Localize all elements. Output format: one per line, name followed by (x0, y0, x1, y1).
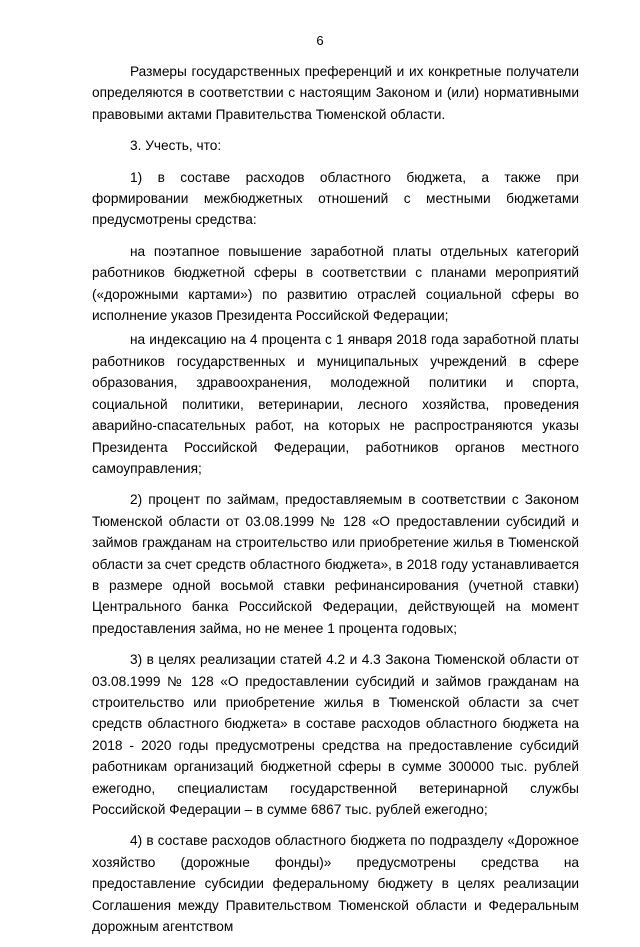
paragraph-preferences: Размеры государственных преференций и их конкретные получатели определяются в соответствии с настоящим Законом и (или) нормативными правовыми актами Правительства Тюменской области. (92, 64, 579, 122)
paragraph-salary-increase: на поэтапное повышение заработной платы отдельных категорий работников бюджетной сферы в соответствии с планами мероприятий («дорожными картами») по развитию отраслей социальной сферы во исполнение указов Президента Российской Федерации; (92, 243, 579, 324)
paragraph-item-3: 3. Учесть, что: (130, 138, 222, 154)
document-body (92, 61, 579, 947)
paragraph-subitem-2: 2) процент по займам, предоставляемым в соответствии с Законом Тюменской области от 03.08.1999 № 128 «О предоставлении субсидий и займов гражданам на строительство или приобретение жилья в Тюменской области за счет средств областного бюджета», в 2018 году устанавливается в размере одной восьмой ставки рефинансирования (учетной ставки) Центрального банка Российской Федерации, действующей на момент предоставления займа, но не менее 1 процента годовых; (92, 492, 579, 636)
page-number: 6 (316, 33, 324, 48)
paragraph-subitem-1: 1) в составе расходов областного бюджета, а также при формировании межбюджетных отношений с местными бюджетами предусмотрены средства: (92, 169, 579, 228)
paragraph-subitem-4: 4) в составе расходов областного бюджета по подразделу «Дорожное хозяйство (дорожные фонды)» предусмотрены средства на предоставление субсидии федеральному бюджету в целях реализации Соглашения между Правительством Тюменской области и Федеральным дорожным агентством (92, 833, 579, 935)
paragraph-subitem-3: 3) в целях реализации статей 4.2 и 4.3 Закона Тюменской области от 03.08.1999 № 128 «О предоставлении субсидий и займов гражданам на строительство или приобретение жилья в Тюменской области за счет средств областного бюджета» в составе расходов областного бюджета на 2018 - 2020 годы предусмотрены средства на предоставление субсидий работникам организаций бюджетной сферы в сумме 300000 тыс. рублей ежегодно, специалистам государственной ветеринарной службы Российской Федерации – в сумме 6867 тыс. рублей ежегодно; (92, 652, 579, 817)
paragraph-salary-indexation: на индексацию на 4 процента с 1 января 2018 года заработной платы работников государственных и муниципальных учреждений в сфере образования, здравоохранения, молодежной политики и спорта, социальной политики, ветеринарии, лесного хозяйства, проведения аварийно-спасательных работ, на которых не распространяются указы Президента Российской Федерации, работников органов местного самоуправления; (92, 332, 579, 476)
